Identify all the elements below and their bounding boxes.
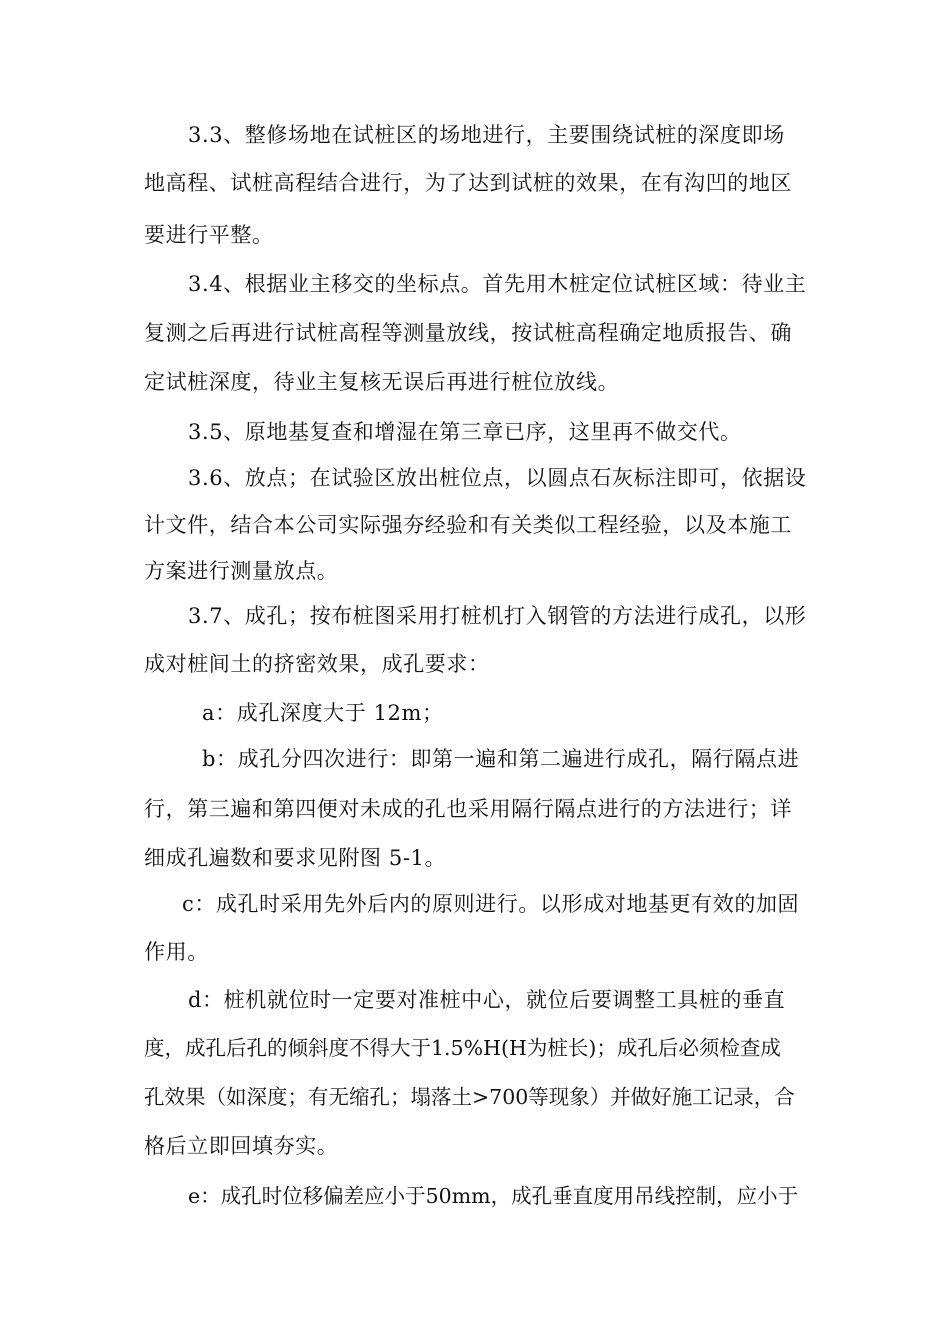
- text-line-12: 成对桩间土的挤密效果，成孔要求：: [144, 652, 490, 676]
- text-line-8: 3.6、放点；在试验区放出桩位点，以圆点石灰标注即可，依据设: [188, 466, 807, 490]
- text-line-15: 行，第三遍和第四便对未成的孔也采用隔行隔点进行的方法进行；详: [144, 797, 792, 821]
- text-line-4: 3.4、根据业主移交的坐标点。首先用木桩定位试桩区域：待业主: [188, 272, 807, 296]
- text-line-22: 格后立即回填夯实。: [144, 1134, 339, 1158]
- text-line-1: 3.3、整修场地在试桩区的场地进行，主要围绕试桩的深度即场: [188, 123, 785, 147]
- text-line-17: c：成孔时采用先外后内的原则进行。以形成对地基更有效的加固: [182, 892, 800, 916]
- text-line-7: 3.5、原地基复查和增湿在第三章已序，这里再不做交代。: [188, 420, 742, 444]
- text-line-10: 方案进行测量放点。: [144, 559, 339, 583]
- text-line-3: 要进行平整。: [144, 223, 274, 247]
- text-line-13: a：成孔深度大于 12m；: [202, 701, 444, 725]
- text-line-21: 孔效果（如深度；有无缩孔；塌落土>700等现象）并做好施工记录，合: [144, 1085, 795, 1109]
- text-line-20: 度，成孔后孔的倾斜度不得大于1.5%H(H为桩长)；成孔后必须检查成: [144, 1036, 781, 1060]
- text-line-2: 地高程、试桩高程结合进行，为了达到试桩的效果，在有沟凹的地区: [144, 171, 792, 195]
- text-line-14: b：成孔分四次进行：即第一遍和第二遍进行成孔，隔行隔点进: [202, 747, 800, 771]
- text-line-9: 计文件，结合本公司实际强夯经验和有关类似工程经验，以及本施工: [144, 513, 792, 537]
- text-line-11: 3.7、成孔；按布桩图采用打桩机打入钢管的方法进行成孔，以形: [188, 604, 807, 628]
- text-line-6: 定试桩深度，待业主复核无误后再进行桩位放线。: [144, 370, 620, 394]
- text-line-19: d：桩机就位时一定要对准桩中心，就位后要调整工具桩的垂直: [188, 988, 786, 1012]
- text-line-16: 细成孔遍数和要求见附图 5-1。: [144, 846, 447, 870]
- text-line-23: e：成孔时位移偏差应小于50mm，成孔垂直度用吊线控制，应小于: [188, 1184, 799, 1208]
- text-line-5: 复测之后再进行试桩高程等测量放线，按试桩高程确定地质报告、确: [144, 321, 792, 345]
- text-line-18: 作用。: [144, 940, 209, 964]
